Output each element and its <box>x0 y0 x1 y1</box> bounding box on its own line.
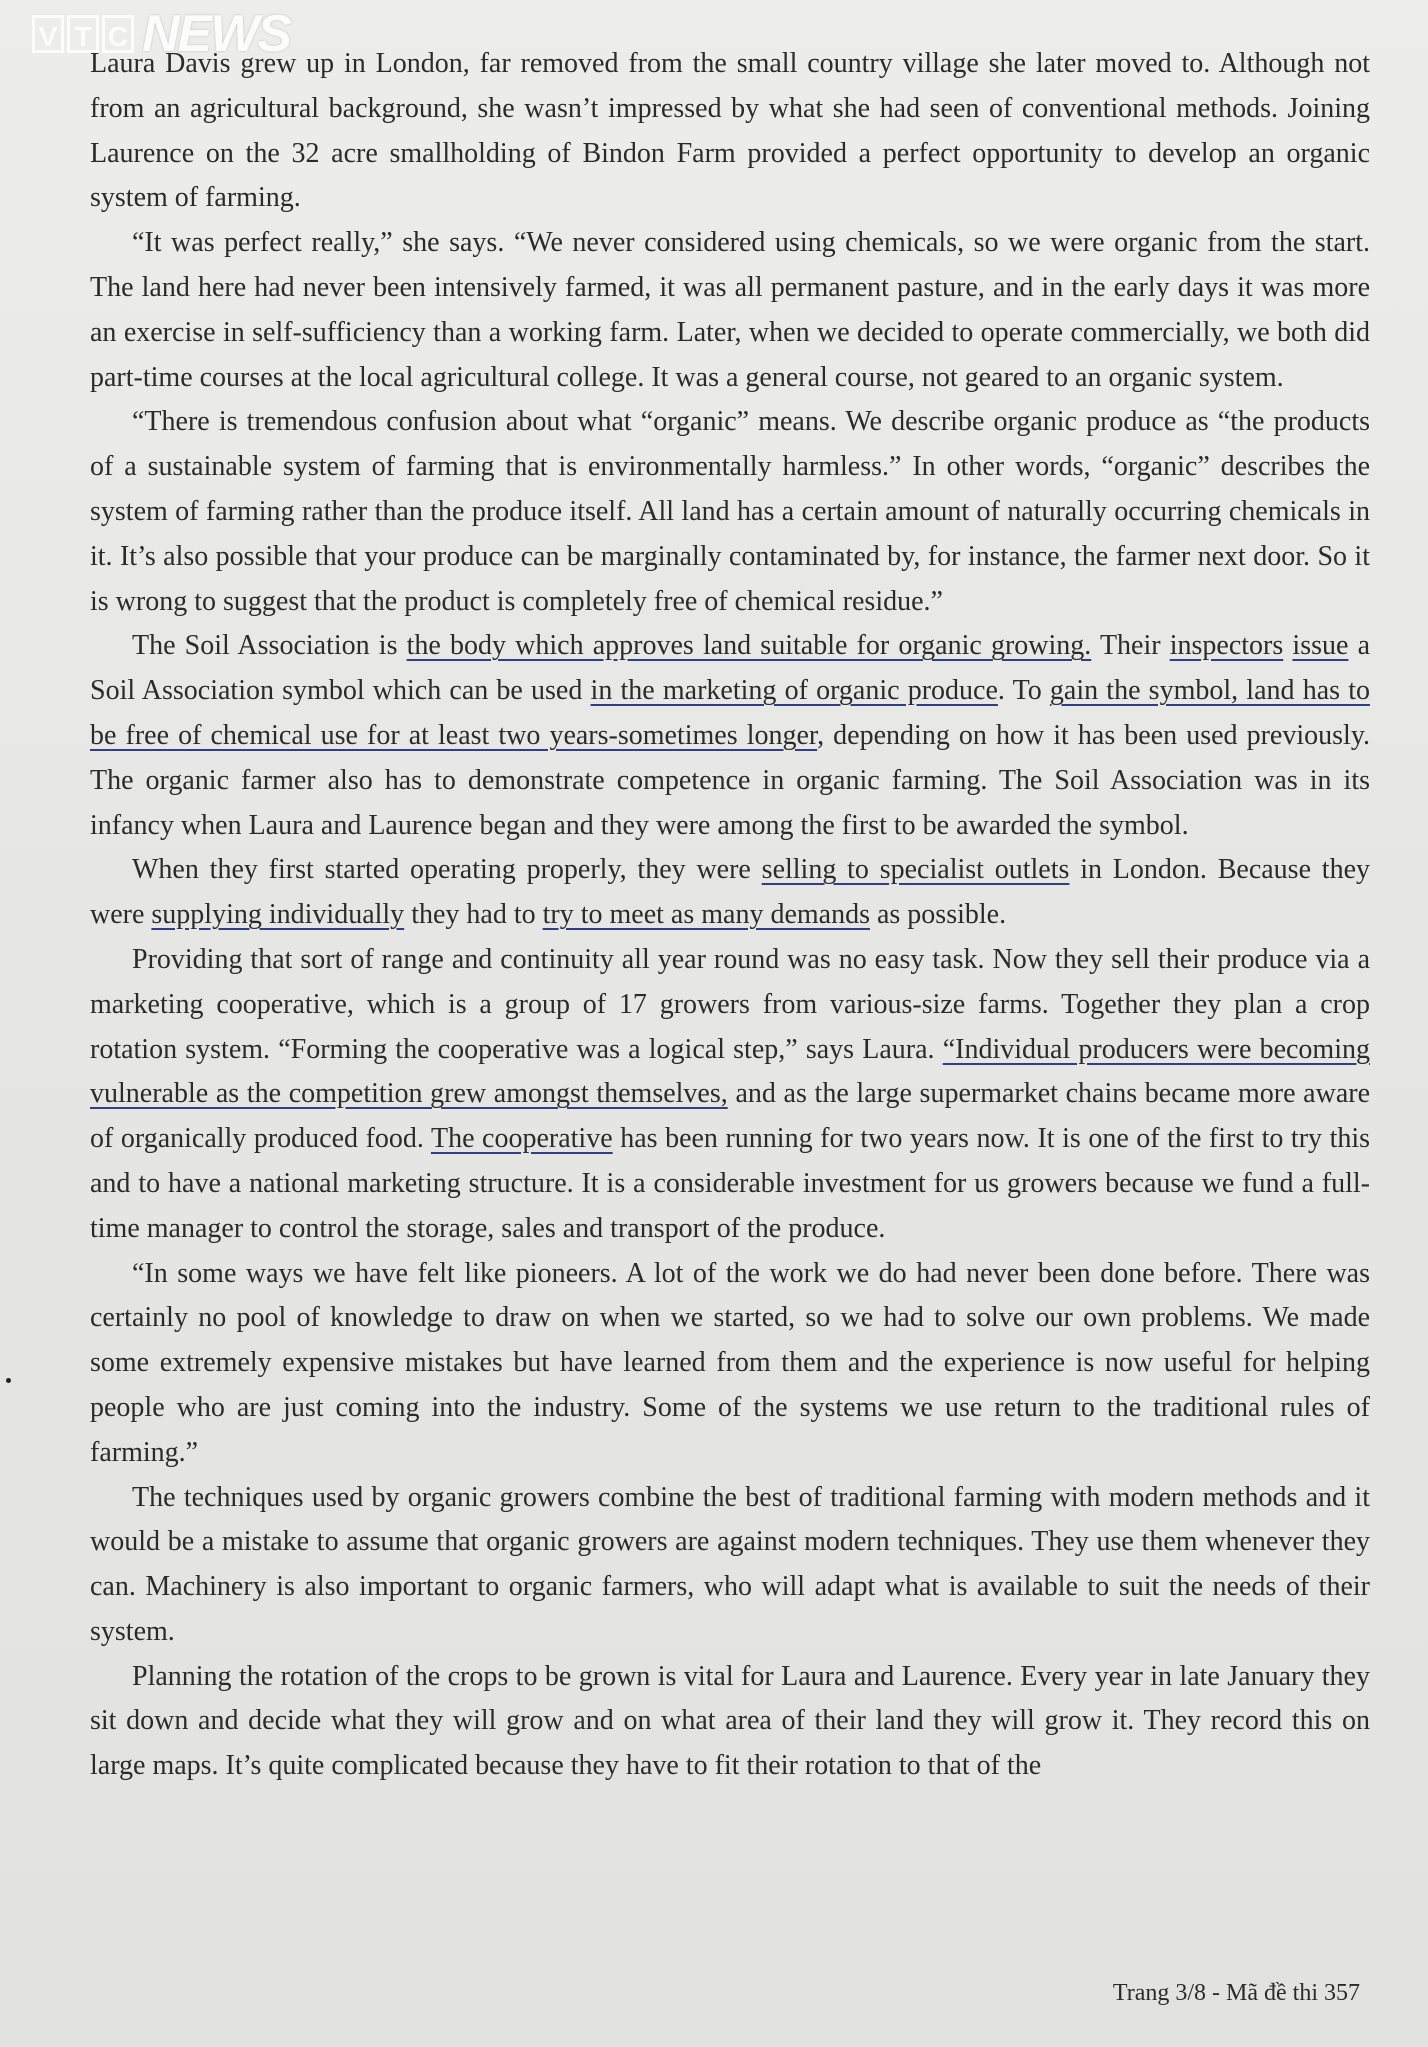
passage-paragraph <box>90 624 1370 848</box>
passage-paragraph <box>90 42 1370 221</box>
text-run: and as the large supermarket chains became more aware of organically produced food. <box>90 1078 1371 1155</box>
passage-paragraph <box>90 400 1370 624</box>
text-run: has been running for two years now. It is one of the first to try this and to have a national marketing structure. It is a considerable investment for us growers because we fund a full-time manager to control the storage, sales and transport of the produce. <box>90 1123 1371 1244</box>
logo-letter-v: V <box>32 15 64 53</box>
text-run: “There is tremendous confusion about what “organic” means. We describe organic produce as “the products of a sustainable system of farming that is environmentally harmless.” In other words, “organic” describes the system of farming rather than the produce itself. All land has a certain amount of naturally occurring chemicals in it. It’s also possible that your produce can be marginally contaminated by, for instance, the farmer next door. So it is wrong to suggest that the product is completely free of chemical residue.” <box>90 406 1370 617</box>
underlined-phrase: issue <box>1292 630 1349 662</box>
underlined-phrase: the body which approves land suitable for organic growing. <box>406 630 1092 662</box>
underlined-phrase: “Individual producers were becoming vulnerable as the competition grew amongst themselves, <box>90 1033 1370 1110</box>
passage-paragraph <box>90 1252 1370 1476</box>
text-run: Providing that sort of range and continuity all year round was no easy task. Now they sell their produce via a marketing cooperative, which is a group of 17 growers from various-size farms. Together they plan a crop rotation system. “Forming the cooperative was a logical step,” says Laura. <box>90 943 1370 1065</box>
text-run: they had to <box>404 899 543 931</box>
underlined-phrase: inspectors <box>1169 630 1284 662</box>
page-footer: Trang 3/8 - Mã đề thi 357 <box>1112 1980 1360 2006</box>
text-run: When they first started operating properly, they were <box>132 854 762 886</box>
passage-paragraph <box>90 848 1370 938</box>
passage-paragraph <box>90 1655 1370 1789</box>
passage-paragraph <box>90 1476 1370 1655</box>
logo-letter-t: T <box>67 15 99 53</box>
underlined-phrase: The cooperative <box>430 1123 613 1155</box>
underlined-phrase: selling to specialist outlets <box>761 854 1070 886</box>
passage-paragraph <box>90 938 1370 1252</box>
text-run: “It was perfect really,” she says. “We never considered using chemicals, so we were organic from the start. The land here had never been intensively farmed, it was all permanent pasture, and in the early days it was more an exercise in self-sufficiency than a working farm. Later, when we decided to operate commercially, we both did part-time courses at the local agricultural college. It was a general course, not geared to an organic system. <box>90 227 1370 393</box>
text-run: Laura Davis grew up in London, far removed from the small country village she later moved to. Although not from an agricultural background, she wasn’t impressed by what she had seen of conventional methods. Joining Laurence on the 32 acre smallholding of Bindon Farm provided a perfect opportunity to develop an organic system of farming. <box>90 48 1370 214</box>
text-run: as possible. <box>869 899 1007 931</box>
text-run: . To <box>997 675 1050 707</box>
text-run: in London. Because they were <box>90 854 1371 931</box>
text-run: “In some ways we have felt like pioneers. A lot of the work we do had never been done before. There was certainly no pool of knowledge to draw on when we started, so we had to solve our own problems. We made some extremely expensive mistakes but have learned from them and the experience is now useful for helping people who are just coming into the industry. Some of the systems we use return to the traditional rules of farming.” <box>90 1257 1370 1468</box>
text-run: The techniques used by organic growers combine the best of traditional farming with modern methods and it would be a mistake to assume that organic growers are against modern techniques. They use them whenever they can. Machinery is also important to organic farmers, who will adapt what is available to suit the needs of their system. <box>90 1481 1370 1647</box>
logo-word-news: NEWS <box>142 5 290 63</box>
underlined-phrase: try to meet as many demands <box>542 899 870 931</box>
text-run: The Soil Association is <box>132 630 407 662</box>
logo-letter-c: C <box>102 15 134 53</box>
text-run: Their <box>1091 630 1170 662</box>
passage-paragraph <box>90 221 1370 400</box>
text-run: , depending on how it has been used previously. The organic farmer also has to demonstrate competence in organic farming. The Soil Association was in its infancy when Laura and Laurence began and they were among the first to be awarded the symbol. <box>90 719 1370 841</box>
underlined-phrase: gain the symbol, land has to be free of chemical use for at least two years-sometimes longer <box>90 675 1370 751</box>
underlined-phrase: in the marketing of organic produce <box>590 675 998 707</box>
stray-mark <box>6 1378 11 1383</box>
text-run: Planning the rotation of the crops to be grown is vital for Laura and Laurence. Every year in late January they sit down and decide what they will grow and on what area of their land they will grow it. They record this on large maps. It’s quite complicated because they have to fit their rotation to that of the <box>90 1660 1370 1782</box>
underlined-phrase: supplying individually <box>151 899 405 931</box>
reading-passage <box>90 42 1370 1789</box>
text-run: a Soil Association symbol which can be used <box>90 630 1371 707</box>
